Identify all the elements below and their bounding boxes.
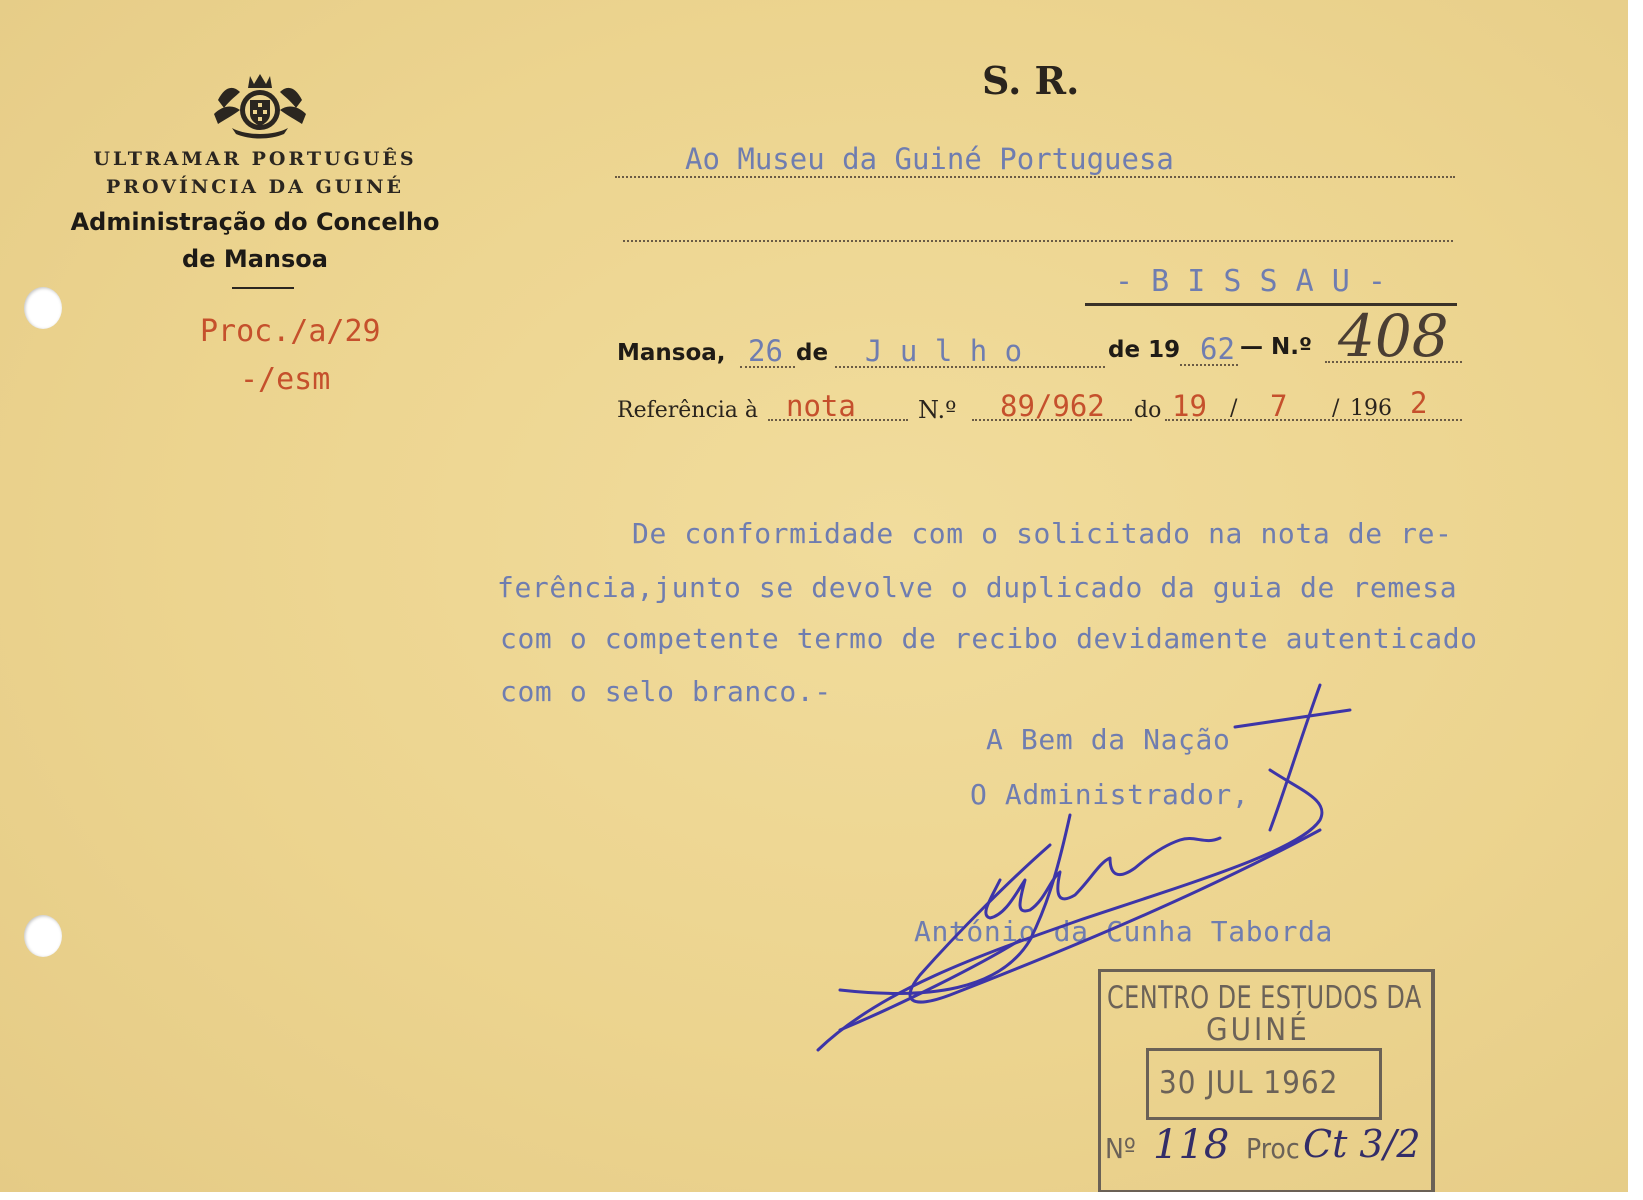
reference-number-label: N.º — [918, 396, 957, 424]
stamp-institution-2: GUINÉ — [1206, 1012, 1310, 1048]
reference-month: 7 — [1270, 389, 1288, 423]
reference-year-prefix: 196 — [1350, 396, 1392, 421]
reference-slash-2: / — [1332, 396, 1340, 421]
reference-number: 89/962 — [1000, 389, 1105, 423]
date-day-line — [740, 366, 795, 368]
date-de-label: de — [796, 340, 829, 366]
coat-of-arms-icon — [210, 70, 310, 142]
place-label: Mansoa, — [617, 340, 726, 366]
date-year-prefix: de 19 — [1108, 337, 1181, 363]
closing-salutation: A Bem da Nação — [986, 723, 1231, 756]
recipient-name: Ao Museu da Guiné Portuguesa — [685, 142, 1174, 176]
document-number-label: — N.º — [1240, 334, 1312, 360]
reference-label: Referência à — [617, 398, 759, 423]
archive-stamp — [1098, 969, 1435, 1192]
proc-initials: -/esm — [240, 362, 331, 397]
recipient-line-2 — [623, 240, 1453, 242]
proc-reference: Proc./a/29 — [200, 314, 381, 349]
stamp-number-label: Nº — [1105, 1132, 1136, 1165]
destination-city: - B I S S A U - — [1115, 264, 1386, 299]
body-line-1: De conformidade com o solicitado na nota de re- — [632, 517, 1453, 550]
body-line-3: com o competente termo de recibo devidamente autenticado — [500, 622, 1478, 655]
header-rule — [232, 287, 294, 289]
document-number: 408 — [1338, 302, 1449, 370]
header-line-4: de Mansoa — [182, 245, 328, 273]
body-line-2: ferência,junto se devolve o duplicado da guia de remesa — [497, 571, 1458, 604]
reference-day: 19 — [1172, 389, 1207, 423]
reference-type: nota — [786, 389, 856, 423]
signatory-name: António da Cunha Taborda — [914, 915, 1333, 948]
stamp-date: 30 JUL 1962 — [1159, 1065, 1339, 1101]
reference-type-line — [768, 419, 908, 421]
reference-year-suffix: 2 — [1410, 386, 1428, 420]
date-day: 26 — [748, 334, 783, 368]
closing-title: O Administrador, — [970, 778, 1250, 811]
reference-number-line — [972, 419, 1132, 421]
stamp-date-box — [1146, 1048, 1382, 1120]
punch-hole-top — [24, 287, 62, 329]
stamp-institution: CENTRO DE ESTUDOS DA — [1107, 980, 1422, 1016]
header-line-3: Administração do Concelho — [70, 208, 440, 236]
sr-heading: S. R. — [982, 58, 1080, 103]
stamp-number: 118 — [1153, 1122, 1230, 1168]
recipient-line-1 — [615, 176, 1455, 178]
body-line-4: com o selo branco.- — [500, 675, 832, 708]
date-month-line — [835, 366, 1105, 368]
date-month: J u l h o — [865, 334, 1023, 368]
reference-date-line — [1165, 419, 1462, 421]
reference-date-label: do — [1134, 398, 1162, 423]
document-number-line — [1325, 361, 1462, 363]
punch-hole-bottom — [24, 915, 62, 957]
reference-slash-1: / — [1230, 396, 1238, 421]
date-year-line — [1180, 364, 1238, 366]
date-year: 62 — [1200, 332, 1235, 366]
header-line-2: PROVÍNCIA DA GUINÉ — [105, 176, 405, 198]
stamp-proc-value: Ct 3/2 — [1303, 1122, 1421, 1166]
stamp-proc-label: Proc — [1246, 1132, 1300, 1165]
header-line-1: ULTRAMAR PORTUGUÊS — [93, 148, 417, 170]
